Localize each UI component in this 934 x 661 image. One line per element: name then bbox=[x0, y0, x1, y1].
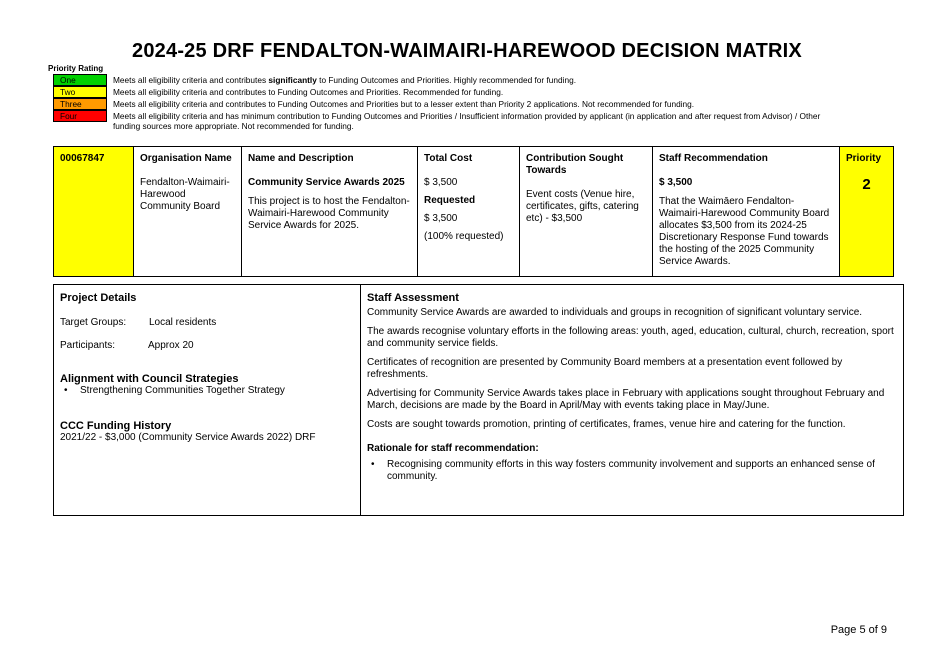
contribution-header: Contribution Sought Towards bbox=[526, 153, 624, 176]
details-assessment-panel bbox=[53, 284, 904, 516]
staff-assessment-title: Staff Assessment bbox=[367, 292, 459, 304]
priority-box-three: Three bbox=[53, 98, 107, 110]
organisation-cell bbox=[134, 147, 242, 276]
priority-row-four bbox=[53, 110, 883, 134]
page-title: 2024-25 DRF FENDALTON-WAIMAIRI-HAREWOOD DECISION MATRIX bbox=[132, 40, 802, 62]
total-cost-cell bbox=[418, 147, 520, 276]
funding-history-title: CCC Funding History bbox=[60, 420, 172, 432]
assessment-paragraph-5: Costs are sought towards promotion, printing of certificates, frames, venue hire and catering for the function. bbox=[367, 419, 846, 430]
participants-row bbox=[60, 340, 354, 352]
requested-label: Requested bbox=[424, 195, 476, 206]
application-id-cell bbox=[54, 147, 134, 276]
priority-desc-one bbox=[113, 74, 883, 85]
name-description-cell bbox=[242, 147, 418, 276]
priority-header: Priority bbox=[846, 153, 882, 164]
total-cost-value: $ 3,500 bbox=[424, 177, 458, 188]
organisation-name: Fendalton-Waimairi-Harewood Community Board bbox=[140, 177, 230, 212]
rationale-item-text: Recognising community efforts in this way fosters community involvement and supports an enhanced sense of community. bbox=[387, 459, 875, 482]
recommendation-amount: $ 3,500 bbox=[659, 177, 693, 188]
participants-label: Participants: bbox=[60, 340, 116, 351]
assessment-paragraph-4: Advertising for Community Service Awards takes place in February with applications sought throughout February and March, decisions are made by the Board in April/May with events taking place in May/June. bbox=[367, 388, 885, 411]
requested-amount: $ 3,500 bbox=[424, 213, 458, 224]
priority-rating-heading: Priority Rating bbox=[48, 64, 104, 73]
total-cost-header: Total Cost bbox=[424, 153, 473, 164]
staff-assessment-section bbox=[361, 285, 903, 515]
project-details-section bbox=[54, 285, 361, 515]
priority-desc-one-post: to Funding Outcomes and Priorities. Highly recommended for funding. bbox=[316, 75, 577, 85]
bullet-icon: • bbox=[371, 459, 375, 470]
alignment-title: Alignment with Council Strategies bbox=[60, 373, 239, 385]
priority-box-two: Two bbox=[53, 86, 107, 98]
priority-desc-two: Meets all eligibility criteria and contributes to Funding Outcomes and Priorities. Recommended for funding. bbox=[113, 87, 504, 97]
staff-recommendation-cell bbox=[653, 147, 840, 276]
priority-cell bbox=[840, 147, 893, 276]
project-description: This project is to host the Fendalton-Waimairi-Harewood Community Service Awards for 2025. bbox=[248, 196, 410, 231]
contribution-text: Event costs (Venue hire, certificates, gifts, catering etc) - $3,500 bbox=[526, 189, 639, 224]
project-details-title: Project Details bbox=[60, 292, 137, 304]
application-id: 00067847 bbox=[60, 153, 105, 164]
participants-value: Approx 20 bbox=[148, 340, 194, 351]
alignment-item-text: Strengthening Communities Together Strategy bbox=[80, 385, 285, 396]
priority-value: 2 bbox=[862, 176, 871, 193]
priority-box-four: Four bbox=[53, 110, 107, 122]
priority-desc-four-line2: funding sources more appropriate. Not recommended for funding. bbox=[113, 121, 354, 131]
priority-row-two bbox=[53, 86, 883, 98]
assessment-paragraph-1: Community Service Awards are awarded to individuals and groups in recognition of significant voluntary service. bbox=[367, 307, 863, 318]
priority-row-one bbox=[53, 74, 883, 86]
target-groups-label: Target Groups: bbox=[60, 317, 127, 328]
priority-box-one: One bbox=[53, 74, 107, 86]
alignment-list-item bbox=[60, 385, 354, 397]
rationale-title: Rationale for staff recommendation: bbox=[367, 443, 539, 454]
target-groups-row bbox=[60, 317, 354, 329]
priority-desc-four-line1: Meets all eligibility criteria and has minimum contribution to Funding Outcomes and Priorities / Insufficient information provided by applicant (in application and after request from Advisor) / Other bbox=[113, 111, 821, 121]
project-name: Community Service Awards 2025 bbox=[248, 177, 405, 188]
rationale-list-item bbox=[367, 459, 897, 483]
recommendation-text: That the Waimāero Fendalton-Waimairi-Harewood Community Board allocates $3,500 from its 2024-25 Discretionary Response Fund towards the hosting of the 2025 Community Service Awards. bbox=[659, 196, 830, 267]
assessment-paragraph-3: Certificates of recognition are presented by Community Board members at a presentation event followed by refreshments. bbox=[367, 357, 843, 380]
priority-row-three bbox=[53, 98, 883, 110]
priority-desc-one-pre: Meets all eligibility criteria and contributes bbox=[113, 75, 269, 85]
funding-history-item: 2021/22 - $3,000 (Community Service Awards 2022) DRF bbox=[60, 432, 316, 443]
decision-matrix-table bbox=[53, 146, 894, 277]
priority-desc-one-bold: significantly bbox=[268, 75, 317, 85]
bullet-icon: • bbox=[64, 385, 68, 396]
requested-percent: (100% requested) bbox=[424, 231, 504, 242]
priority-desc-four bbox=[113, 110, 883, 131]
contribution-cell bbox=[520, 147, 653, 276]
assessment-paragraph-2: The awards recognise voluntary efforts in the following areas: youth, aged, education, cultural, church, recreation, sport and community service fields. bbox=[367, 326, 894, 349]
target-groups-value: Local residents bbox=[149, 317, 217, 328]
priority-desc-three: Meets all eligibility criteria and contributes to Funding Outcomes and Priorities but to a lesser extent than Priority 2 applications. Not recommended for funding. bbox=[113, 99, 695, 109]
staff-recommendation-header: Staff Recommendation bbox=[659, 153, 768, 164]
organisation-header: Organisation Name bbox=[140, 153, 232, 164]
name-description-header: Name and Description bbox=[248, 153, 354, 164]
page-number: Page 5 of 9 bbox=[830, 624, 887, 636]
